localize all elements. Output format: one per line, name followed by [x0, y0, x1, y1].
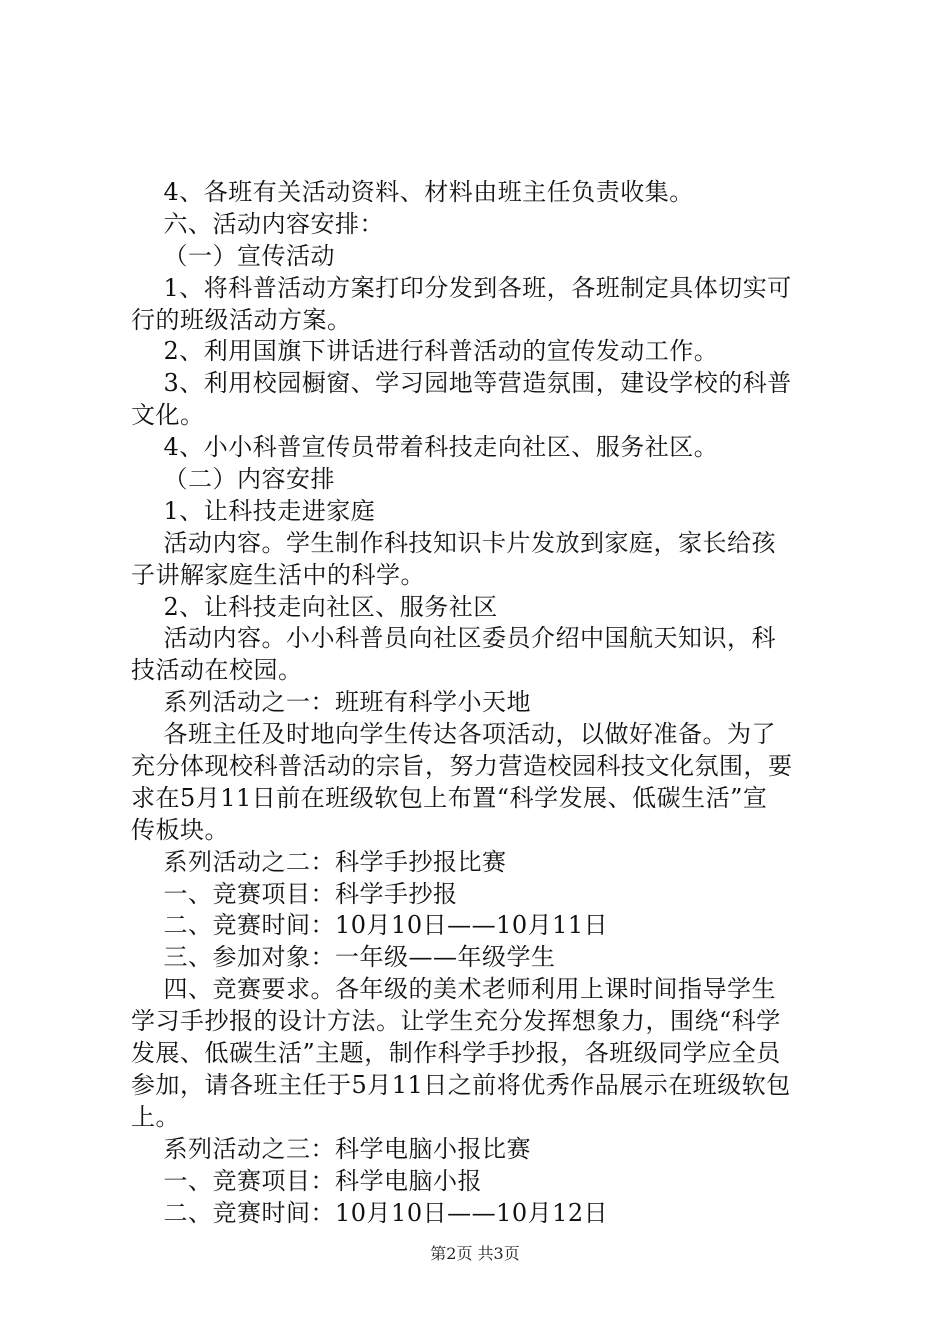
text-line: 参加，请各班主任于5月11日之前将优秀作品展示在班级软包 — [131, 1070, 791, 1099]
subsection-heading: （二）内容安排 — [131, 465, 336, 494]
text-line: 传板块。 — [131, 815, 229, 844]
activity-heading: 系列活动之二：科学手抄报比赛 — [131, 847, 507, 876]
text-line: 活动内容。小小科普员向社区委员介绍中国航天知识，科 — [131, 624, 777, 653]
text-line: 2、利用国旗下讲话进行科普活动的宣传发动工作。 — [131, 337, 719, 366]
text-line: 上。 — [131, 1102, 180, 1131]
text-line: 活动内容。学生制作科技知识卡片发放到家庭，家长给孩 — [131, 528, 777, 557]
page-number-label: 第2页 共3页 — [430, 1244, 520, 1263]
text-line: 充分体现校科普活动的宗旨，努力营造校园科技文化氛围，要 — [131, 752, 793, 781]
text-line: 三、参加对象：一年级——年级学生 — [131, 943, 556, 972]
text-line: 2、让科技走向社区、服务社区 — [131, 592, 498, 621]
text-line: 1、将科普活动方案打印分发到各班，各班制定具体切实可 — [131, 273, 792, 302]
text-line: 四、竞赛要求。各年级的美术老师利用上课时间指导学生 — [131, 975, 777, 1004]
text-line: 一、竞赛项目：科学电脑小报 — [131, 1166, 483, 1195]
text-line: 行的班级活动方案。 — [131, 305, 352, 334]
text-line: 子讲解家庭生活中的科学。 — [131, 560, 425, 589]
page-footer — [0, 1244, 950, 1264]
subsection-heading: （一）宣传活动 — [131, 241, 336, 270]
text-line: 各班主任及时地向学生传达各项活动，以做好准备。为了 — [131, 720, 777, 749]
text-line: 4、各班有关活动资料、材料由班主任负责收集。 — [131, 178, 694, 206]
text-line: 求在5月11日前在班级软包上布置“科学发展、低碳生活”宣 — [131, 783, 768, 812]
text-line: 学习手抄报的设计方法。让学生充分发挥想象力，围绕“科学 — [131, 1007, 781, 1036]
section-heading: 六、活动内容安排： — [131, 209, 385, 238]
text-line: 技活动在校园。 — [131, 656, 303, 685]
activity-heading: 系列活动之三：科学电脑小报比赛 — [131, 1134, 532, 1163]
text-line: 文化。 — [131, 401, 205, 430]
activity-heading: 系列活动之一：班班有科学小天地 — [131, 688, 532, 717]
text-line: 4、小小科普宣传员带着科技走向社区、服务社区。 — [131, 433, 719, 462]
text-line: 二、竞赛时间：10月10日——10月11日 — [131, 911, 609, 940]
text-line: 一、竞赛项目：科学手抄报 — [131, 879, 458, 908]
text-line: 1、让科技走进家庭 — [131, 496, 376, 525]
document-body — [131, 177, 831, 1229]
text-line: 3、利用校园橱窗、学习园地等营造氛围，建设学校的科普 — [131, 369, 792, 398]
text-line: 二、竞赛时间：10月10日——10月12日 — [131, 1198, 609, 1227]
text-line: 发展、低碳生活”主题，制作科学手抄报，各班级同学应全员 — [131, 1039, 781, 1068]
